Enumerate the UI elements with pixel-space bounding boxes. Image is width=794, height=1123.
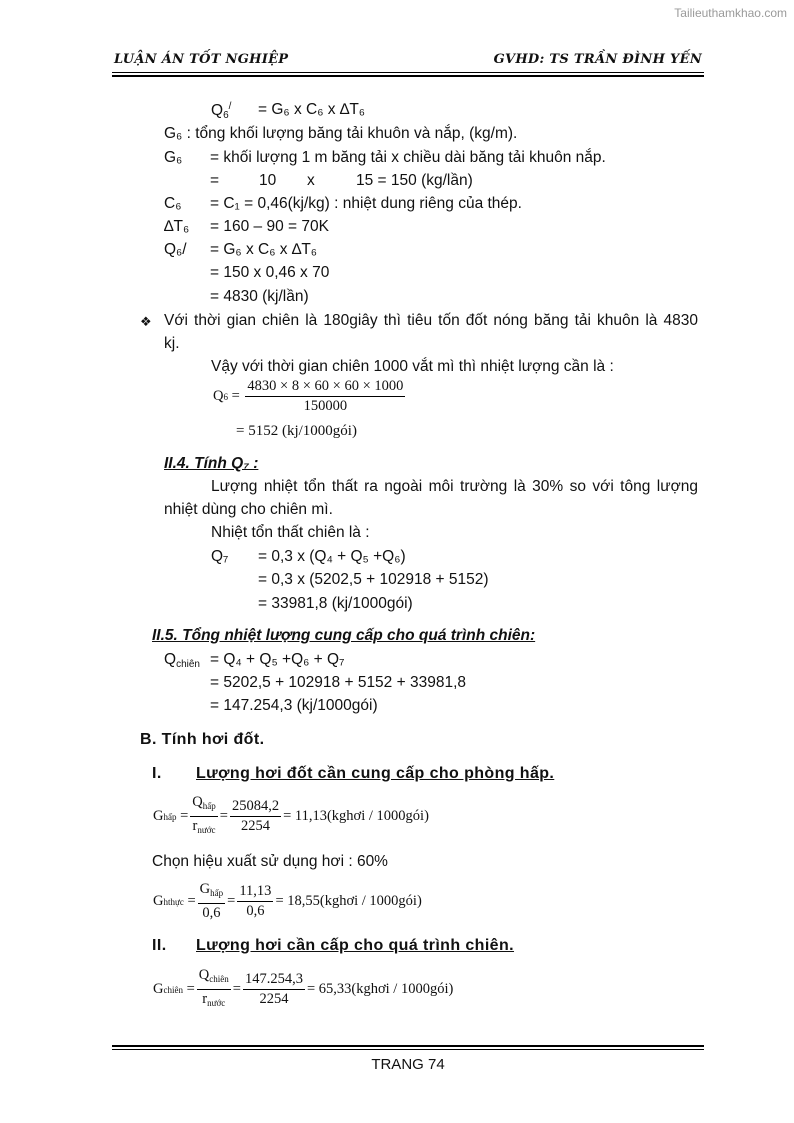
chon-hieu-xuat-line: Chọn hiệu xuất sử dụng hơi : 60% (152, 853, 388, 870)
g6-eq: = khối lượng 1 m băng tải x chiều dài băng tải khuôn nắp. (210, 149, 606, 166)
ii4-paragraph2: Nhiệt tổn thất chiên là : (211, 524, 370, 541)
g-hap-formula: G hấp = $\frac{Q_{hấp}}{r_{nước}}$ = $\frac{25084,2}{2254}$ = 11,13(kghơi / 1000gói) (153, 794, 429, 839)
dt6-eq: = 160 – 90 = 70K (210, 218, 329, 235)
q6b-eq1: = G₆ x C₆ x ∆T₆ (210, 241, 318, 258)
header-rule (112, 72, 704, 77)
g6-value-x: x (307, 172, 315, 189)
q6-prime-label: $Q_6^/$ (211, 101, 232, 122)
ii4-paragraph-line2: nhiệt dùng cho chiên mì. (164, 501, 333, 518)
footer-rule (112, 1045, 704, 1050)
g6-label: G₆ (164, 149, 183, 166)
g-hthuc-fraction-1: $\frac{G_{hấp}}{0,6}$ (199, 881, 224, 921)
g6-definition: G₆ : tổng khối lượng băng tải khuôn và nắp, (kg/m). (164, 125, 518, 142)
section-b-heading: B. Tính hơi đốt. (140, 731, 265, 748)
vay-line: Vậy với thời gian chiên 1000 vắt mì thì nhiệt lượng cần là : (211, 358, 614, 375)
q6b-label: Q₆/ (164, 241, 187, 258)
g-hthuc-fraction-2: $\frac{11,13}{0,6}$ (239, 883, 272, 919)
q7-eq3: = 33981,8 (kj/1000gói) (258, 595, 413, 612)
q6-prime-eq: = G₆ x C₆ x ∆T₆ (258, 101, 366, 118)
watermark: Tailieuthamkhao.com (674, 6, 787, 20)
g-chien-formula: G chiên = $\frac{Q_{chiên}}{r_{nước}}$ = $\frac{147.254,3}{2254}$ = 65,33(kghơi / 1000gói) (153, 967, 453, 1012)
dt6-label: ∆T₆ (164, 218, 190, 235)
c6-eq: = C₁ = 0,46(kj/kg) : nhiệt dung riêng của thép. (210, 195, 522, 212)
q7-label: Q₇ (211, 548, 229, 565)
g6-value-b: 15 = 150 (kg/lần) (356, 172, 473, 189)
section-ii-title: Lượng hơi cần cấp cho quá trình chiên. (196, 937, 515, 954)
section-i-number: I. (152, 765, 162, 782)
q6-formula-fraction: $\frac{4830 \times 8 \times 60 \times 60 \times 1000}{150000}$ (247, 378, 404, 414)
qchien-eq1: = Q₄ + Q₅ +Q₆ + Q₇ (210, 651, 345, 668)
section-ii4-heading: II.4. Tính Q₇ : (164, 455, 259, 472)
g-chien-fraction-1: $\frac{Q_{chiên}}{r_{nước}}$ (198, 967, 229, 1008)
g6-value-a: 10 (259, 172, 277, 189)
g6-value-eq: = (210, 172, 220, 189)
c6-label: C₆ (164, 195, 182, 212)
bullet-text-line1: Với thời gian chiên là 180giây thì tiêu tốn đốt nóng băng tải khuôn là 4830 (164, 312, 698, 329)
q6b-eq3: = 4830 (kj/lần) (210, 288, 309, 305)
q7-eq2: = 0,3 x (5202,5 + 102918 + 5152) (258, 571, 489, 588)
page-number: TRANG 74 (371, 1056, 445, 1073)
g-hap-fraction-1: $\frac{Q_{hấp}}{r_{nước}}$ (192, 794, 216, 835)
header-advisor: GVHD: TS TRẦN ĐÌNH YẾN (493, 52, 702, 67)
section-ii5-heading: II.5. Tổng nhiệt lượng cung cấp cho quá trình chiên: (152, 627, 536, 644)
section-i-title: Lượng hơi đốt cần cung cấp cho phòng hấp. (196, 765, 555, 782)
g-hthuc-formula: G hthực = $\frac{G_{hấp}}{0,6}$ = $\frac{11,13}{0,6}$ = 18,55(kghơi / 1000gói) (153, 881, 422, 921)
q6-formula: Q 6 = $\frac{4830 \times 8 \times 60 \times 60 \times 1000}{150000}$ (213, 378, 404, 414)
qchien-eq3: = 147.254,3 (kj/1000gói) (210, 697, 378, 714)
header-thesis-title: LUẬN ÁN TỐT NGHIỆP (114, 52, 289, 67)
g-chien-fraction-2: $\frac{147.254,3}{2254}$ (244, 971, 303, 1007)
bullet-text-line2: kj. (164, 335, 180, 352)
g-hap-fraction-2: $\frac{25084,2}{2254}$ (231, 798, 280, 834)
diamond-bullet-icon: ❖ (140, 314, 152, 329)
qchien-eq2: = 5202,5 + 102918 + 5152 + 33981,8 (210, 674, 466, 691)
qchien-label: $Q_{chiên}$ (164, 651, 200, 670)
section-ii-number: II. (152, 937, 167, 954)
q6-result: = 5152 (kj/1000gói) (236, 423, 357, 439)
ii4-paragraph-line1: Lượng nhiệt tổn thất ra ngoài môi trường là 30% so với tông lượng (211, 478, 698, 495)
q6b-eq2: = 150 x 0,46 x 70 (210, 264, 330, 281)
q7-eq1: = 0,3 x (Q₄ + Q₅ +Q₆) (258, 548, 406, 565)
